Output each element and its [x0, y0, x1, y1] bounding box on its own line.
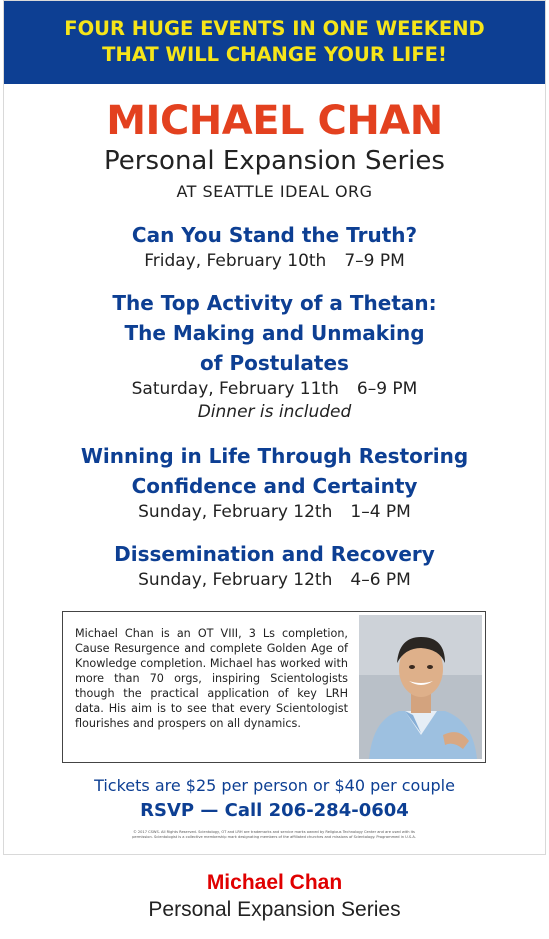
top-banner — [4, 1, 545, 84]
caption-name: Michael Chan — [206, 871, 343, 894]
event-2 — [4, 288, 545, 424]
event-datetime — [4, 378, 545, 401]
event-title-line-1: Winning in Life Through Restoring — [80, 444, 469, 468]
banner-line-2: THAT WILL CHANGE YOUR LIFE! — [102, 43, 447, 66]
event-day: Friday, February 10th — [144, 251, 327, 271]
series-title: Personal Expansion Series — [104, 146, 445, 176]
event-time: 4–6 PM — [350, 570, 411, 590]
location-line: AT SEATTLE IDEAL ORG — [176, 182, 373, 201]
event-title-line-3: of Postulates — [200, 351, 349, 375]
event-title: Dissemination and Recovery — [114, 542, 435, 566]
event-datetime — [4, 250, 545, 273]
speaker-bio-box — [62, 611, 486, 763]
event-datetime — [4, 501, 545, 524]
rsvp-text: RSVP — Call 206-284-0604 — [140, 800, 409, 821]
event-day: Sunday, February 12th — [138, 502, 333, 522]
event-1 — [4, 220, 545, 273]
speaker-portrait-illustration — [359, 615, 482, 759]
event-time: 6–9 PM — [356, 379, 418, 399]
bio-text: Michael Chan is an OT VIII, 3 Ls completion, Cause Resurgence and complete Golden Age of Knowledge completion. Michael has worked with more than 70 orgs, inspiring Scientologists though the practical application of key LRH data. His aim is to see that every Scientologist flourishes and prospers on all dynamics. — [75, 627, 348, 730]
ticket-price-text: Tickets are $25 per person or $40 per couple — [94, 776, 455, 795]
copyright-fine-print: © 2017 CSWS. All Rights Reserved. Scientology, OT and LRH are trademarks and service marks owned by Religious Technology Center and are used with its permission. Scientologist is a collective membership mark designating members of the affiliated churches and missions of Scientology. Programmed in U.S.A. — [132, 830, 416, 839]
event-title-line-1: The Top Activity of a Thetan: — [112, 291, 437, 315]
event-note: Dinner is included — [197, 402, 352, 422]
event-title-line-2: Confidence and Certainty — [131, 474, 418, 498]
event-day: Sunday, February 12th — [138, 570, 333, 590]
event-time: 1–4 PM — [350, 502, 411, 522]
event-title: Can You Stand the Truth? — [131, 223, 418, 247]
event-3 — [4, 441, 545, 524]
event-title-line-2: The Making and Unmaking — [124, 321, 425, 345]
event-day: Saturday, February 11th — [131, 379, 339, 399]
speaker-photo — [359, 615, 482, 759]
event-flyer — [3, 0, 546, 855]
event-time: 7–9 PM — [344, 251, 405, 271]
event-datetime — [4, 569, 545, 592]
caption-series: Personal Expansion Series — [148, 898, 401, 921]
event-4 — [4, 539, 545, 592]
speaker-name-heading: MICHAEL CHAN — [106, 98, 443, 144]
banner-line-1: FOUR HUGE EVENTS IN ONE WEEKEND — [64, 17, 485, 40]
